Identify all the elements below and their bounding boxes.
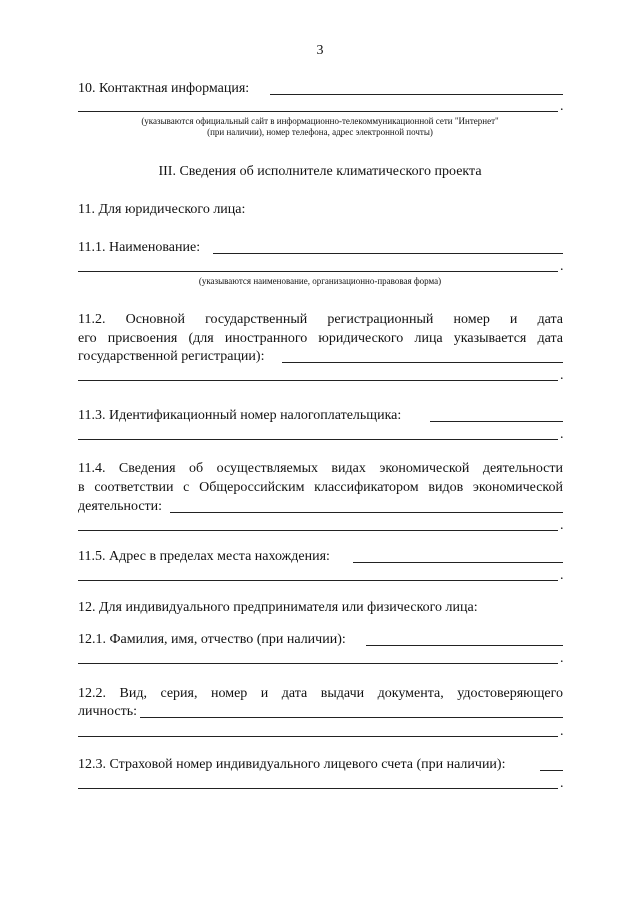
item-10-note-line-1: (указываются официальный сайт в информационно-телекоммуникационной сети "Интернет" bbox=[141, 116, 499, 126]
item-11-1-field-line-2[interactable] bbox=[78, 271, 558, 272]
item-11-1-field-line-1[interactable] bbox=[213, 253, 563, 254]
item-12-3-field-line-2[interactable] bbox=[78, 788, 558, 789]
item-11-3-field-line-2[interactable] bbox=[78, 439, 558, 440]
item-11-3-label: 11.3. Идентификационный номер налогоплательщика: bbox=[78, 408, 402, 423]
item-12-3-label: 12.3. Страховой номер индивидуального лицевого счета (при наличии): bbox=[78, 757, 506, 772]
item-12-2-line-2: личность: bbox=[78, 704, 137, 719]
item-11-1-note: (указываются наименование, организационно-правовая форма) bbox=[198, 276, 442, 286]
item-11-label: 11. Для юридического лица: bbox=[78, 202, 246, 217]
item-11-3-field-line-1[interactable] bbox=[430, 421, 563, 422]
item-11-5-label: 11.5. Адрес в пределах места нахождения: bbox=[78, 549, 330, 564]
end-period: . bbox=[560, 99, 564, 114]
end-period: . bbox=[560, 368, 564, 383]
item-11-2-line-2: его присвоения (для иностранного юридического лица указывается дата bbox=[78, 331, 563, 346]
item-10-field-line-1[interactable] bbox=[270, 94, 563, 95]
item-11-4-line-2: в соответствии с Общероссийским классификатором видов экономической bbox=[78, 480, 563, 495]
item-12-1-field-line-1[interactable] bbox=[366, 645, 563, 646]
end-period: . bbox=[560, 568, 564, 583]
item-10-note-line-2: (при наличии), номер телефона, адрес электронной почты) bbox=[207, 127, 433, 137]
item-11-5-field-line-1[interactable] bbox=[353, 562, 563, 563]
item-12-2-field-line-1[interactable] bbox=[140, 717, 563, 718]
item-11-4-line-3: деятельности: bbox=[78, 499, 163, 514]
item-11-2-line-3: государственной регистрации): bbox=[78, 349, 265, 364]
item-11-4-field-line-2[interactable] bbox=[78, 530, 558, 531]
item-12-label: 12. Для индивидуального предпринимателя или физического лица: bbox=[78, 600, 478, 615]
page-number: 3 bbox=[316, 43, 324, 58]
item-12-3-field-line-1[interactable] bbox=[540, 770, 563, 771]
end-period: . bbox=[560, 776, 564, 791]
end-period: . bbox=[560, 651, 564, 666]
item-12-2-field-line-2[interactable] bbox=[78, 736, 558, 737]
item-11-4-field-line-1[interactable] bbox=[170, 512, 563, 513]
section-3-title: III. Сведения об исполнителе климатического проекта bbox=[158, 164, 482, 179]
item-10-label: 10. Контактная информация: bbox=[78, 81, 250, 96]
item-11-2-line-1: 11.2. Основной государственный регистрационный номер и дата bbox=[78, 312, 563, 327]
item-12-1-label: 12.1. Фамилия, имя, отчество (при наличии): bbox=[78, 632, 346, 647]
end-period: . bbox=[560, 724, 564, 739]
item-10-field-line-2[interactable] bbox=[78, 111, 558, 112]
item-12-2-line-1: 12.2. Вид, серия, номер и дата выдачи документа, удостоверяющего bbox=[78, 686, 563, 701]
item-11-2-field-line-2[interactable] bbox=[78, 380, 558, 381]
end-period: . bbox=[560, 259, 564, 274]
item-11-2-field-line-1[interactable] bbox=[282, 362, 563, 363]
item-11-1-label: 11.1. Наименование: bbox=[78, 240, 201, 255]
item-11-5-field-line-2[interactable] bbox=[78, 580, 558, 581]
end-period: . bbox=[560, 427, 564, 442]
item-12-1-field-line-2[interactable] bbox=[78, 663, 558, 664]
end-period: . bbox=[560, 518, 564, 533]
item-11-4-line-1: 11.4. Сведения об осуществляемых видах экономической деятельности bbox=[78, 461, 563, 476]
